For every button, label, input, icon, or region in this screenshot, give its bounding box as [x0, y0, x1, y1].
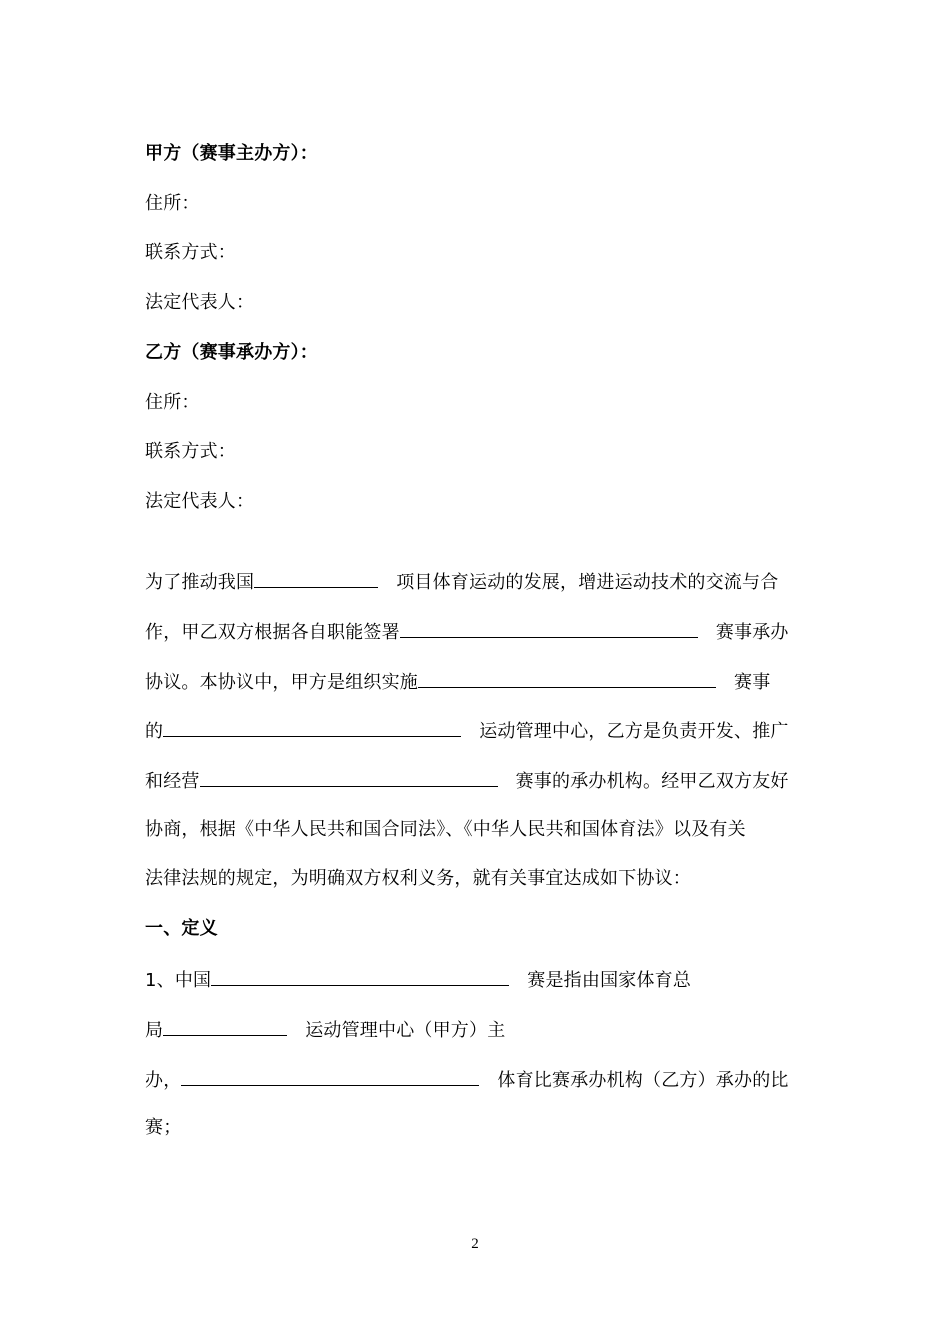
party-b-address-label: 住所： — [145, 392, 200, 413]
party-a-contact-label: 联系方式： — [145, 242, 236, 263]
preamble-line-6: 协商，根据《中华人民共和国合同法》、《中华人民共和国体育法》以及有关 — [145, 819, 746, 840]
preamble-line-1 — [145, 569, 778, 595]
preamble-text: 赛事承办 — [715, 622, 789, 643]
preamble-text: 赛事的承办机构。经甲乙双方友好 — [515, 771, 789, 792]
blank-line — [211, 967, 509, 986]
section-1-line-2 — [145, 1017, 505, 1043]
preamble-text: 赛事 — [734, 672, 771, 693]
page-number: 2 — [471, 1236, 479, 1252]
section-text: 赛是指由国家体育总 — [527, 970, 692, 991]
section-text: 体育比赛承办机构（乙方）承办的比 — [497, 1070, 789, 1091]
blank-line — [254, 569, 378, 588]
party-b-contact-label: 联系方式： — [145, 441, 236, 462]
party-a-address-label: 住所： — [145, 193, 200, 214]
section-text: 运动管理中心（甲方）主 — [305, 1020, 506, 1041]
preamble-text: 项目体育运动的发展，增进运动技术的交流与合 — [396, 572, 779, 593]
preamble-line-3 — [145, 669, 770, 695]
section-1-line-1 — [145, 967, 691, 993]
section-1-heading: 一、定义 — [145, 918, 218, 939]
preamble-text: 运动管理中心，乙方是负责开发、推广 — [479, 721, 789, 742]
preamble-text: 的 — [145, 721, 164, 742]
section-1-line-4: 赛； — [145, 1117, 182, 1138]
preamble-text: 和经营 — [145, 771, 200, 792]
blank-line — [163, 718, 461, 737]
section-1-line-3 — [145, 1067, 789, 1093]
party-b-rep-label: 法定代表人： — [145, 491, 255, 512]
preamble-line-4 — [145, 718, 789, 744]
blank-line — [181, 1067, 479, 1086]
section-text: 局 — [145, 1020, 164, 1041]
preamble-line-5 — [145, 768, 789, 794]
blank-line — [400, 619, 698, 638]
preamble-line-7: 法律法规的规定，为明确双方权利义务，就有关事宜达成如下协议： — [145, 868, 691, 889]
blank-line — [163, 1017, 287, 1036]
section-text: 办， — [145, 1070, 182, 1091]
preamble-text: 协议。本协议中，甲方是组织实施 — [145, 672, 418, 693]
blank-line — [200, 768, 498, 787]
preamble-text: 为了推动我国 — [145, 572, 255, 593]
preamble-line-2 — [145, 619, 789, 645]
party-a-rep-label: 法定代表人： — [145, 292, 255, 313]
blank-line — [418, 669, 716, 688]
section-text: 1、中国 — [145, 970, 212, 991]
party-b-heading: 乙方（赛事承办方）： — [145, 342, 318, 363]
preamble-text: 作，甲乙双方根据各自职能签署 — [145, 622, 400, 643]
party-a-heading: 甲方（赛事主办方）： — [145, 143, 318, 164]
